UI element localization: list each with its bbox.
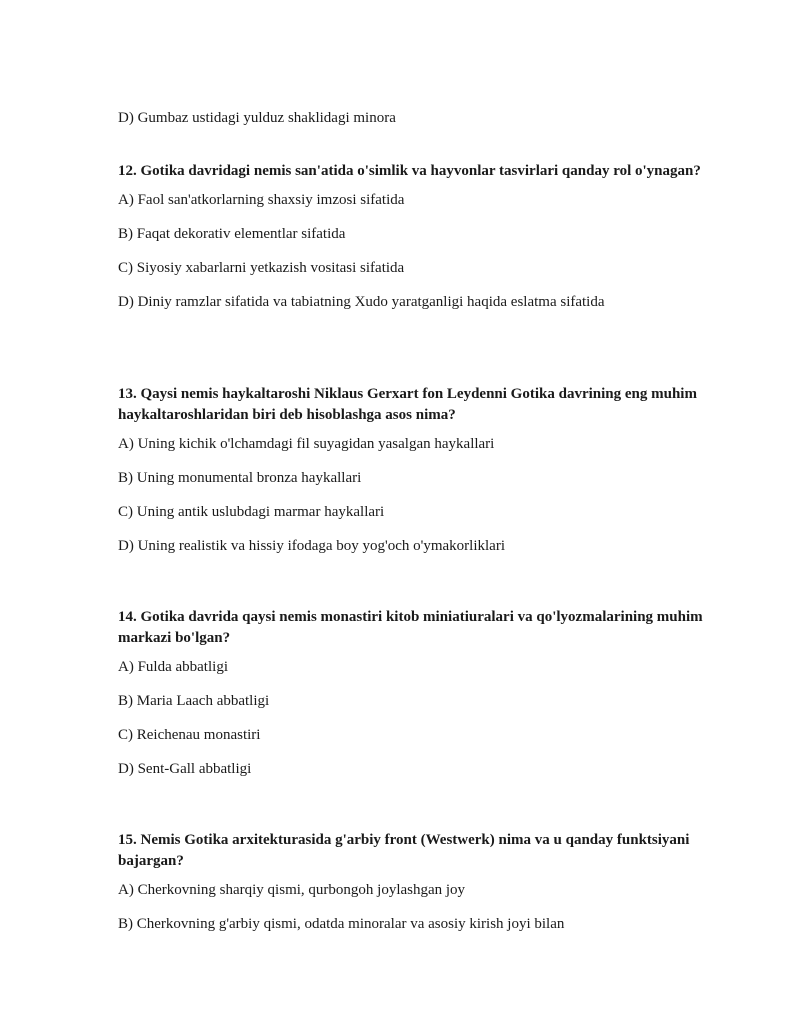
answer-option-a: A) Fulda abbatligi [118,659,228,675]
answer-option-c: C) Reichenau monastiri [118,727,261,743]
answer-option-d: D) Uning realistik va hissiy ifodaga boy yog'och o'ymakorliklari [118,538,505,554]
question-title: 13. Qaysi nemis haykaltaroshi Niklaus Gerxart fon Leydenni Gotika davrining eng muhim haykaltaroshlaridan biri deb hisoblashga asos nima? [118,386,697,423]
answer-option-d: D) Sent-Gall abbatligi [118,761,252,777]
answer-option-b: B) Uning monumental bronza haykallari [118,470,362,486]
question-14 [118,607,708,793]
question-title: 12. Gotika davridagi nemis san'atida o'simlik va hayvonlar tasvirlari qanday rol o'ynagan? [118,163,701,179]
question-15 [118,830,708,948]
answer-option: D) Gumbaz ustidagi yulduz shaklidagi minora [118,110,396,126]
answer-option-b: B) Faqat dekorativ elementlar sifatida [118,226,346,242]
answer-option-a: A) Cherkovning sharqiy qismi, qurbongoh joylashgan joy [118,882,466,898]
answer-option-a: A) Faol san'atkorlarning shaxsiy imzosi sifatida [118,192,405,208]
answer-option-a: A) Uning kichik o'lchamdagi fil suyagidan yasalgan haykallari [118,436,495,452]
answer-option-c: C) Uning antik uslubdagi marmar haykallari [118,504,385,520]
answer-option-b: B) Maria Laach abbatligi [118,693,270,709]
answer-option-d: D) Diniy ramzlar sifatida va tabiatning Xudo yaratganligi haqida eslatma sifatida [118,294,605,310]
question-12 [118,161,708,326]
question-title: 15. Nemis Gotika arxitekturasida g'arbiy front (Westwerk) nima va u qanday funktsiyani bajargan? [118,832,690,869]
question-13 [118,384,708,570]
answer-option-b: B) Cherkovning g'arbiy qismi, odatda minoralar va asosiy kirish joyi bilan [118,916,565,932]
answer-option-c: C) Siyosiy xabarlarni yetkazish vositasi sifatida [118,260,405,276]
question-title: 14. Gotika davrida qaysi nemis monastiri kitob miniatiuralari va qo'lyozmalarining muhim markazi bo'lgan? [118,609,703,646]
